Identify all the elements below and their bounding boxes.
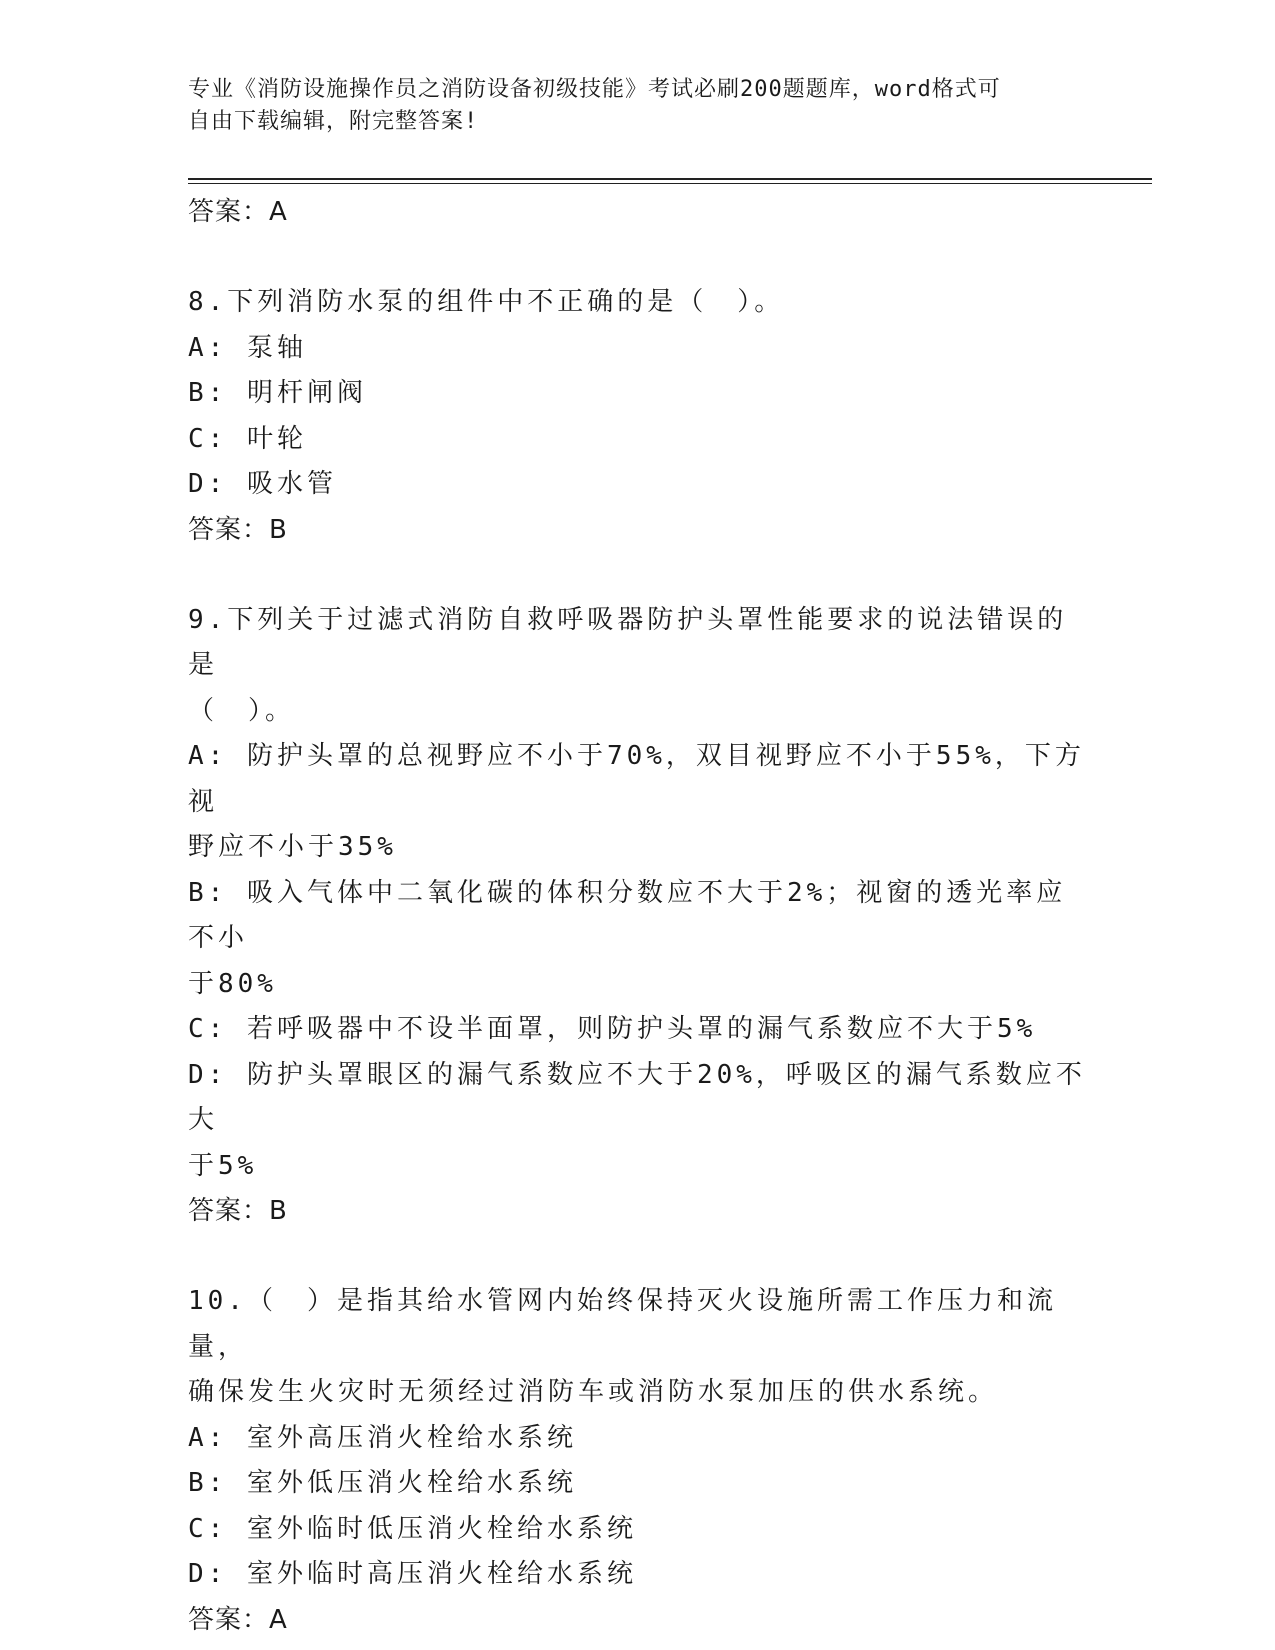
previous-answer: 答案：A <box>188 197 288 227</box>
option-d-line: D: 吸水管 <box>188 469 337 499</box>
question-stem-line: 8.下列消防水泵的组件中不正确的是（ ）。 <box>188 287 785 317</box>
option-b-line: B: 吸入气体中二氧化碳的体积分数应不大于2%；视窗的透光率应不小 <box>188 877 1067 953</box>
question-stem-line: 9.下列关于过滤式消防自救呼吸器防护头罩性能要求的说法错误的是 <box>188 604 1068 680</box>
header-rule-thick <box>188 178 1152 180</box>
question-block <box>188 1279 1088 1643</box>
answer-line: 答案：A <box>188 1604 288 1635</box>
option-b-line: 于80% <box>188 968 277 999</box>
question-block <box>188 598 1088 1235</box>
option-b-line: B: 室外低压消火栓给水系统 <box>188 1468 577 1498</box>
question-gap <box>188 553 1088 598</box>
option-b-line: B: 明杆闸阀 <box>188 378 367 408</box>
header-rule-thin <box>188 183 1152 184</box>
question-stem-line: 确保发生火灾时无须经过消防车或消防水泵加压的供水系统。 <box>188 1377 999 1407</box>
option-d-line: 于5% <box>188 1150 258 1181</box>
question-list <box>188 235 1088 1643</box>
header-line-2: 自由下载编辑，附完整答案! <box>188 109 479 134</box>
option-a-line: A: 泵轴 <box>188 332 307 363</box>
question-stem-line: 10.（ ）是指其给水管网内始终保持灭火设施所需工作压力和流量， <box>188 1286 1057 1362</box>
option-d-line: D: 室外临时高压消火栓给水系统 <box>188 1559 637 1589</box>
answer-line: 答案：B <box>188 514 288 545</box>
answer-line: 答案：B <box>188 1196 288 1226</box>
option-c-line: C: 若呼吸器中不设半面罩，则防护头罩的漏气系数应不大于5% <box>188 1014 1037 1044</box>
option-c-line: C: 室外临时低压消火栓给水系统 <box>188 1513 637 1544</box>
question-block <box>188 280 1088 553</box>
question-stem-line: （ ）。 <box>188 695 296 726</box>
question-gap <box>188 235 1088 280</box>
question-content <box>188 190 1088 1643</box>
header-line-1: 专业《消防设施操作员之消防设备初级技能》考试必刷200题题库，word格式可 <box>188 77 1001 102</box>
document-header <box>188 74 1068 138</box>
option-a-line: 野应不小于35% <box>188 832 397 862</box>
option-d-line: D: 防护头罩眼区的漏气系数应不大于20%，呼吸区的漏气系数应不大 <box>188 1059 1086 1135</box>
option-c-line: C: 叶轮 <box>188 423 307 454</box>
option-a-line: A: 室外高压消火栓给水系统 <box>188 1422 577 1453</box>
option-a-line: A: 防护头罩的总视野应不小于70%，双目视野应不小于55%，下方视 <box>188 741 1085 817</box>
question-gap <box>188 1234 1088 1279</box>
